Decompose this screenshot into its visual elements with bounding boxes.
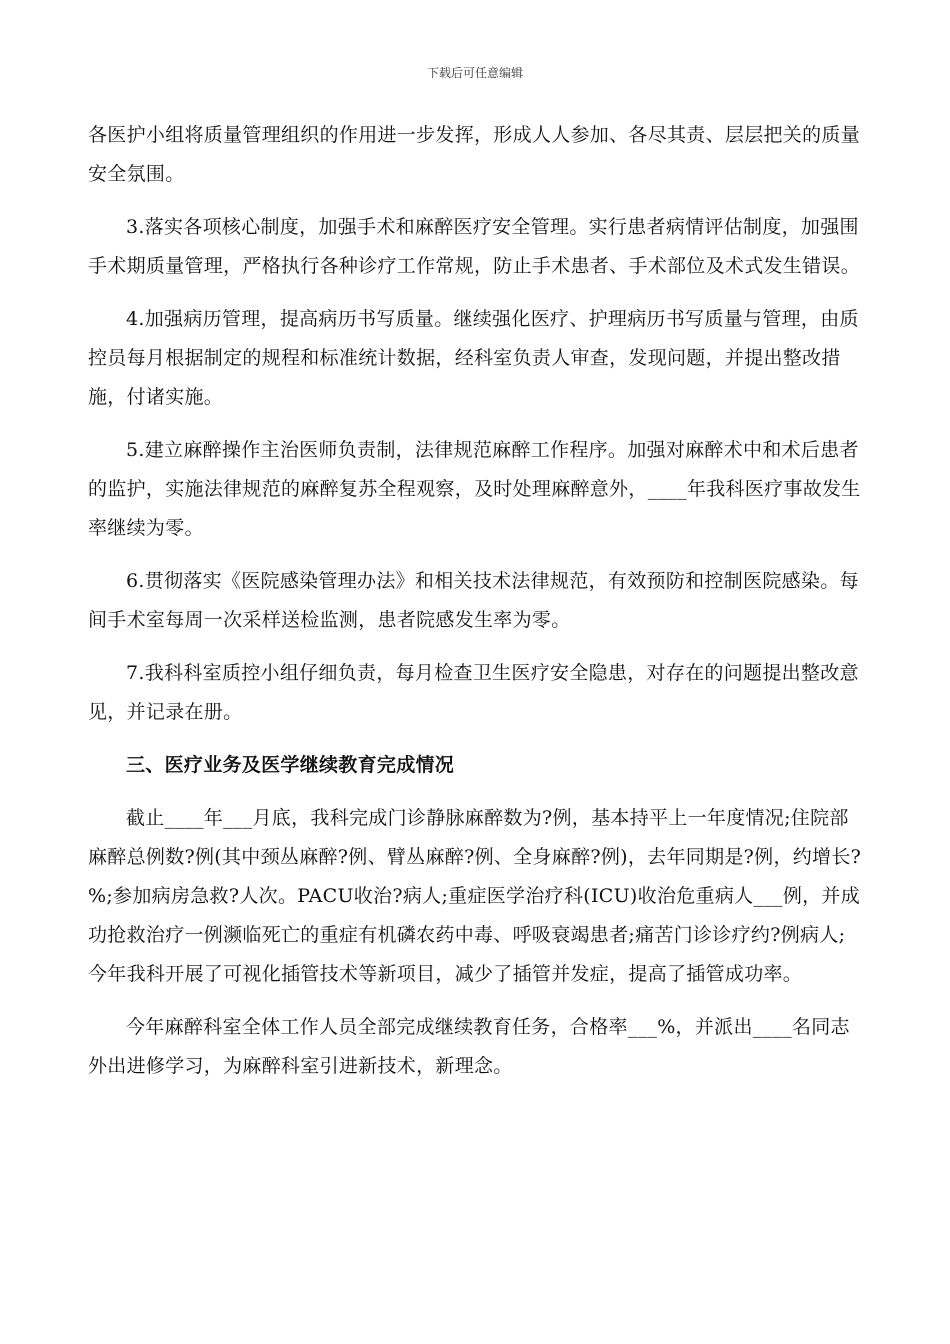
paragraph-item-4: 4.加强病历管理，提高病历书写质量。继续强化医疗、护理病历书写质量与管理，由质控员每月根据制定的规程和标准统计数据，经科室负责人审查，发现问题，并提出整改措施，付诸实施。 xyxy=(88,308,859,408)
paragraph-item-3: 3.落实各项核心制度，加强手术和麻醉医疗安全管理。实行患者病情评估制度，加强围手术期质量管理，严格执行各种诊疗工作常规，防止手术患者、手术部位及术式发生错误。 xyxy=(88,216,861,277)
paragraph-item-5: 5.建立麻醉操作主治医师负责制，法律规范麻醉工作程序。加强对麻醉术中和术后患者的监护，实施法律规范的麻醉复苏全程观察，及时处理麻醉意外，____年我科医疗事故发生率继续为零。 xyxy=(88,439,861,539)
section-heading: 三、医疗业务及医学继续教育完成情况 xyxy=(126,754,455,776)
paragraph-continuation: 各医护小组将质量管理组织的作用进一步发挥，形成人人参加、各尽其责、层层把关的质量安全氛围。 xyxy=(88,124,861,185)
paragraph-statistics: 截止____年___月底，我科完成门诊静脉麻醉数为?例，基本持平上一年度情况;住院部麻醉总例数?例(其中颈丛麻醉?例、臂丛麻醉?例、全身麻醉?例)，去年同期是?例，约增长?%;参加病房急救?人次。PACU收治?病人;重症医学治疗科(ICU)收治危重病人___例，并成功抢救治疗一例濒临死亡的重症有机磷农药中毒、呼吸衰竭患者;痛苦门诊诊疗约?例病人;今年我科开展了可视化插管技术等新项目，减少了插管并发症，提高了插管成功率。 xyxy=(88,807,862,985)
paragraph-education: 今年麻醉科室全体工作人员全部完成继续教育任务，合格率___%，并派出____名同志外出进修学习，为麻醉科室引进新技术，新理念。 xyxy=(88,1016,850,1077)
document-body xyxy=(88,116,862,1100)
page-header: 下载后可任意编辑 xyxy=(426,66,523,80)
paragraph-item-6: 6.贯彻落实《医院感染管理办法》和相关技术法律规范，有效预防和控制医院感染。每间手术室每周一次采样送检监测，患者院感发生率为零。 xyxy=(88,570,859,631)
paragraph-item-7: 7.我科科室质控小组仔细负责，每月检查卫生医疗安全隐患，对存在的问题提出整改意见，并记录在册。 xyxy=(88,662,859,723)
